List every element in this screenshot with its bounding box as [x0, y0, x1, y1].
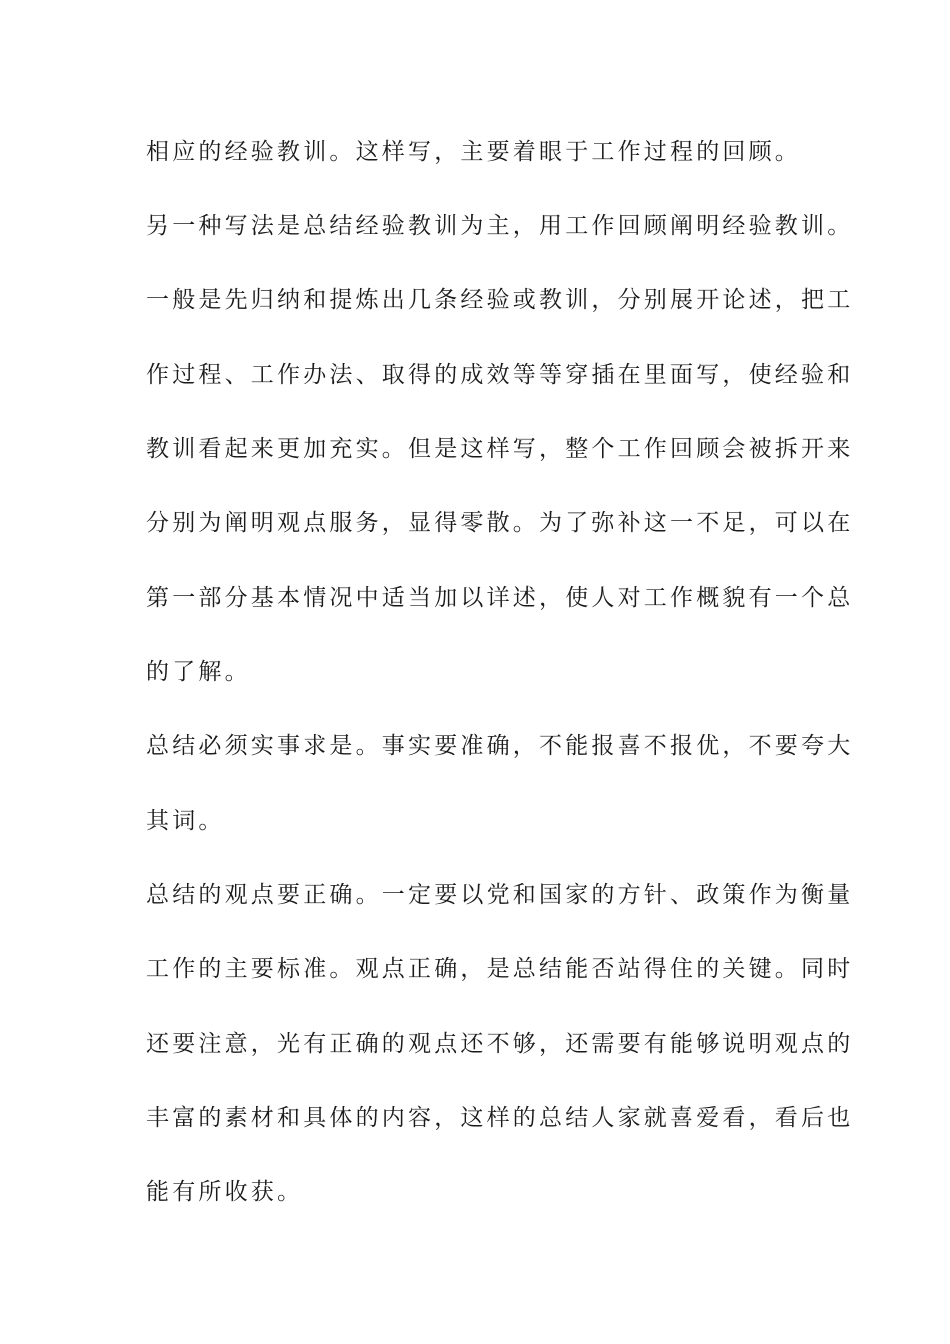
- text-line: 丰富的素材和具体的内容，这样的总结人家就喜爱看，看后也: [146, 1105, 854, 1131]
- text-line: 总结的观点要正确。一定要以党和国家的方针、政策作为衡量: [146, 882, 854, 908]
- text-line: 一般是先归纳和提炼出几条经验或教训，分别展开论述，把工: [146, 287, 854, 313]
- text-line: 第一部分基本情况中适当加以详述，使人对工作概貌有一个总: [146, 585, 854, 611]
- text-line: 工作的主要标准。观点正确，是总结能否站得住的关键。同时: [146, 956, 854, 982]
- text-line: 还要注意，光有正确的观点还不够，还需要有能够说明观点的: [146, 1031, 854, 1057]
- text-line: 分别为阐明观点服务，显得零散。为了弥补这一不足，可以在: [146, 510, 854, 536]
- text-line: 的了解。: [146, 659, 251, 685]
- text-line: 教训看起来更加充实。但是这样写，整个工作回顾会被拆开来: [146, 436, 854, 462]
- text-line: 能有所收获。: [146, 1179, 304, 1205]
- text-line: 总结必须实事求是。事实要准确，不能报喜不报优，不要夸大: [146, 733, 854, 759]
- text-line: 其词。: [146, 808, 225, 834]
- text-line: 另一种写法是总结经验教训为主，用工作回顾阐明经验教训。: [146, 213, 854, 239]
- text-line: 作过程、工作办法、取得的成效等等穿插在里面写，使经验和: [146, 362, 854, 388]
- text-line: 相应的经验教训。这样写，主要着眼于工作过程的回顾。: [146, 139, 801, 165]
